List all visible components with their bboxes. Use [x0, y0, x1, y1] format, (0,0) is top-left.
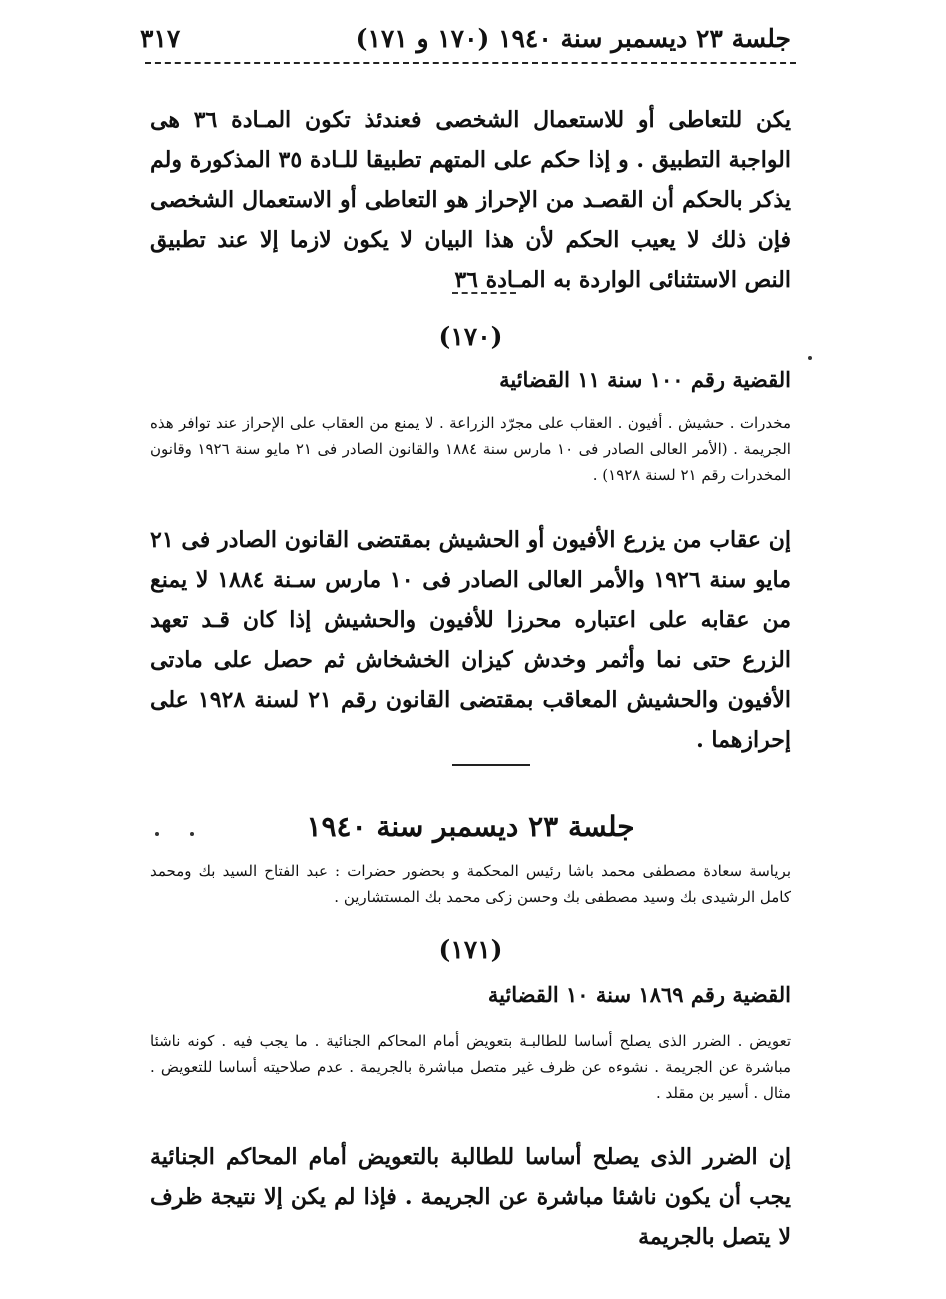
header-divider: [145, 62, 796, 64]
case-171-line: القضية رقم ١٨٦٩ سنة ١٠ القضائية: [487, 982, 791, 1007]
session-title: جلسة ٢٣ ديسمبر سنة ١٩٤٠: [306, 810, 635, 843]
session-presidency: برياسة سعادة مصطفى محمد باشا رئيس المحكمة و بحضور حضرات : عبد الفتاح السيد بك ومحمد كامل الرشيدى بك وسيد مصطفى بك وحسن زكى محمد بك المستشارين .: [150, 862, 791, 906]
case-171-summary: تعويض . الضرر الذى يصلح أساسا للطالبـة بتعويض أمام المحاكم الجنائية . ما يجب فيه . كونه ناشئا مباشرة عن الجريمة . نشوءه عن ظرف غير متصل مباشرة بالجريمة . عدم صلاحيته أساسا للتعويض . مثال . أسير بن مقلد .: [150, 1032, 791, 1102]
case-170-ruling: إن عقاب من يزرع الأفيون أو الحشيش بمقتضى القانون الصادر فى ٢١ مايو سنة ١٩٢٦ والأمر العالى الصادر فى ١٠ مارس سـنة ١٨٨٤ لا يمنع من عقابه على اعتباره محرزا للأفيون والحشيش إذا كان قـد تعهد الزرع حتى نما وأثمر وخدش كيزان الخشخاش ثم حصل على مادتى الأفيون والحشيش المعاقب بمقتضى القانون رقم ٢١ لسنة ١٩٢٨ على إحرازهما .: [150, 527, 792, 753]
intro-paragraph: يكن للتعاطى أو للاستعمال الشخصى فعندئذ تكون المـادة ٣٦ هى الواجبة التطبيق . و إذا حكم على المتهم تطبيقا للـادة ٣٥ المذكورة ولم يذكر بالحكم أن القصـد من الإحراز هو التعاطى أو الاستعمال الشخصى فإن ذلك لا يعيب الحكم لأن هذا البيان لا يكون لازما إلا عند تطبيق النص الاستثنائى الواردة به المـادة ٣٦: [150, 107, 791, 293]
case-170-number: (١٧٠): [438, 322, 503, 351]
page-header: [140, 18, 791, 58]
page-number: ٣١٧: [140, 23, 181, 53]
case-171-ruling: إن الضرر الذى يصلح أساسا للطالبة بالتعويض أمام المحاكم الجنائية يجب أن يكون ناشئا مباشرة عن الجريمة . فإذا لم يكن إلا نتيجة ظرف لا يتصل بالجريمة: [150, 1144, 791, 1250]
running-header-title: جلسة ٢٣ ديسمبر سنة ١٩٤٠ (١٧٠ و ١٧١): [355, 23, 791, 53]
section-divider-dashed: [452, 292, 516, 294]
case-170-line: القضية رقم ١٠٠ سنة ١١ القضائية: [499, 367, 791, 392]
case-170-summary: مخدرات . حشيش . أفيون . العقاب على مجرّد الزراعة . لا يمنع من العقاب على الإحراز عند توافر هذه الجريمة . (الأمر العالى الصادر فى ١٠ مارس سنة ١٨٨٤ والقانون الصادر فى ٢١ مايو سنة ١٩٢٦ وقانون المخدرات رقم ٢١ لسنة ١٩٢٨) .: [150, 414, 791, 484]
case-171-number: (١٧١): [438, 935, 503, 964]
section-divider: [452, 764, 530, 766]
margin-dot: [808, 356, 812, 360]
